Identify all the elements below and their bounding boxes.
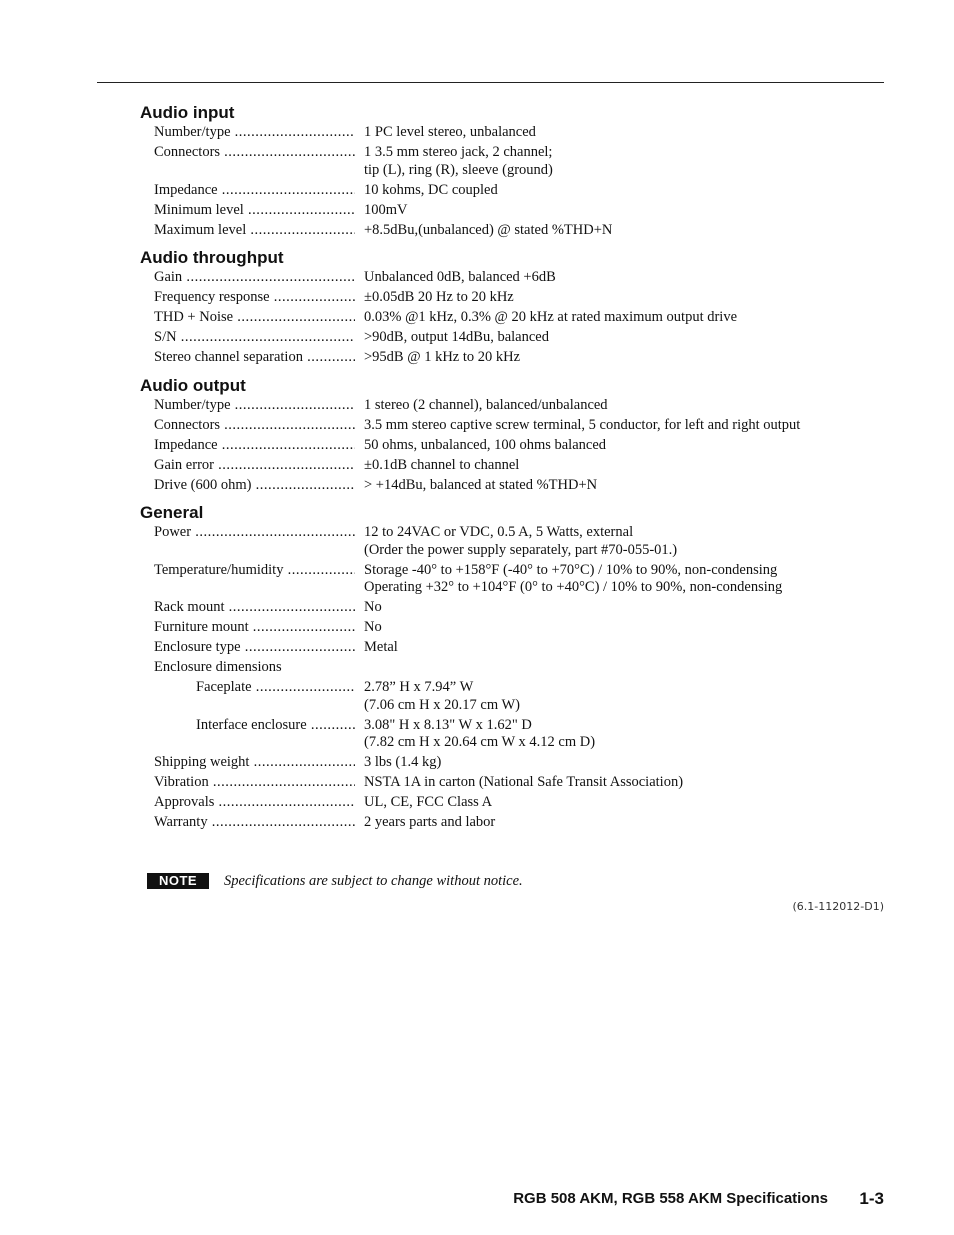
spec-value [364, 289, 860, 307]
spec-label [154, 309, 355, 327]
spec-value-line: Metal [364, 639, 398, 655]
spec-label [154, 437, 355, 455]
spec-label-text: Number/type [154, 396, 231, 413]
spec-label [154, 619, 355, 637]
section-title: Audio throughput [140, 248, 284, 267]
spec-value-line: Operating +32° to +104°F (0° to +40°C) / 10% to 90%, non-condensing [364, 579, 783, 595]
spec-value-line: Storage -40° to +158°F (-40° to +70°C) / 10% to 90%, non-condensing [364, 561, 778, 578]
spec-label [154, 124, 355, 142]
spec-value-line: 3 lbs (1.4 kg) [364, 754, 442, 770]
spec-label [154, 202, 355, 220]
spec-row [140, 659, 860, 677]
spec-label-text: Vibration [154, 774, 209, 790]
spec-row [140, 814, 860, 832]
spec-value-line: > +14dBu, balanced at stated %THD+N [364, 476, 598, 493]
spec-row [140, 437, 860, 455]
spec-label-text: Connectors [154, 144, 221, 160]
spec-row [140, 349, 860, 367]
spec-value-line: 1 PC level stereo, unbalanced [364, 124, 536, 140]
spec-label-text: Frequency response [154, 289, 270, 305]
spec-label [154, 794, 355, 812]
spec-value-line: >90dB, output 14dBu, balanced [364, 329, 549, 345]
spec-row [140, 774, 860, 792]
spec-label [154, 814, 355, 832]
spec-value [364, 269, 860, 287]
spec-value [364, 794, 860, 812]
note-badge: NOTE [147, 873, 209, 889]
spec-label [154, 774, 355, 792]
spec-value-line: 2.78” H x 7.94” W [364, 679, 474, 695]
spec-row [140, 457, 860, 475]
spec-value-line: 10 kohms, DC coupled [364, 181, 498, 198]
spec-row [140, 639, 860, 657]
spec-label-text: Impedance [154, 436, 218, 453]
spec-section [140, 102, 860, 239]
spec-value-line: (7.06 cm H x 20.17 cm W) [364, 696, 520, 713]
spec-label-text: THD + Noise [154, 309, 234, 325]
spec-value [364, 679, 860, 714]
spec-value-line: No [364, 599, 382, 615]
spec-label-text: Enclosure type [154, 639, 241, 655]
document-code: (6.1-112012-D1) [792, 900, 884, 913]
spec-label [154, 457, 355, 475]
spec-label [154, 417, 355, 435]
spec-value-line: +8.5dBu,(unbalanced) @ stated %THD+N [364, 221, 613, 238]
spec-value [364, 524, 860, 559]
spec-value [364, 619, 860, 637]
note-text: Specifications are subject to change without notice. [224, 873, 523, 889]
spec-value [364, 349, 860, 367]
spec-value [364, 417, 860, 435]
spec-value [364, 562, 860, 597]
spec-label [154, 659, 355, 677]
spec-value [364, 182, 860, 200]
spec-value-line: 3.08" H x 8.13" W x 1.62" D [364, 716, 532, 733]
spec-label [154, 289, 355, 307]
spec-row [140, 679, 860, 714]
spec-value [364, 477, 860, 495]
spec-row [140, 289, 860, 307]
spec-label [154, 329, 355, 347]
spec-label [196, 679, 355, 697]
spec-row [140, 417, 860, 435]
spec-value [364, 397, 860, 415]
spec-value-line: 3.5 mm stereo captive screw terminal, 5 conductor, for left and right output [364, 416, 801, 433]
spec-label [196, 717, 355, 735]
spec-label-text: Drive (600 ohm) [154, 476, 252, 493]
section-title: Audio input [140, 103, 235, 122]
specifications-content [140, 102, 860, 840]
spec-label-text: Interface enclosure [196, 716, 307, 733]
spec-label-text: Stereo channel separation [154, 349, 303, 365]
spec-label-text: Faceplate [196, 679, 252, 695]
spec-value-line: UL, CE, FCC Class A [364, 794, 493, 810]
spec-value [364, 457, 860, 475]
spec-label-text: Approvals [154, 794, 215, 810]
spec-value [364, 144, 860, 179]
spec-row [140, 202, 860, 220]
spec-label [154, 754, 355, 772]
spec-value [364, 814, 860, 832]
spec-row [140, 717, 860, 752]
page-number: 1-3 [859, 1189, 884, 1208]
spec-value [364, 639, 860, 657]
spec-label [154, 477, 355, 495]
spec-value-line: (Order the power supply separately, part #70-055-01.) [364, 541, 678, 558]
spec-value-line: 2 years parts and labor [364, 814, 496, 830]
spec-label-text: Minimum level [154, 201, 244, 218]
spec-label [154, 397, 355, 415]
spec-value-line: 12 to 24VAC or VDC, 0.5 A, 5 Watts, external [364, 524, 634, 540]
spec-value [364, 437, 860, 455]
spec-label-text: Number/type [154, 124, 231, 140]
spec-value [364, 717, 860, 752]
spec-label-text: Gain [154, 269, 183, 285]
spec-value [364, 124, 860, 142]
spec-label-text: Power [154, 524, 192, 540]
spec-label-text: Maximum level [154, 221, 247, 238]
spec-label-text: Shipping weight [154, 754, 250, 770]
spec-row [140, 477, 860, 495]
spec-label-text: S/N [154, 329, 177, 345]
spec-row [140, 524, 860, 559]
footer-title: RGB 508 AKM, RGB 558 AKM Specifications [513, 1190, 828, 1207]
spec-value [364, 202, 860, 220]
spec-value [364, 309, 860, 327]
spec-value-line: 50 ohms, unbalanced, 100 ohms balanced [364, 436, 607, 453]
spec-label-text: Furniture mount [154, 619, 249, 635]
spec-row [140, 182, 860, 200]
spec-label-text: Warranty [154, 814, 208, 830]
spec-value-line: No [364, 619, 382, 635]
spec-value-line: tip (L), ring (R), sleeve (ground) [364, 161, 553, 178]
spec-label-text: Enclosure dimensions [154, 659, 282, 675]
spec-row [140, 599, 860, 617]
spec-value-line: ±0.05dB 20 Hz to 20 kHz [364, 289, 514, 305]
spec-section [140, 375, 860, 495]
spec-row [140, 309, 860, 327]
spec-value [364, 329, 860, 347]
spec-value [364, 774, 860, 792]
spec-value-line: ±0.1dB channel to channel [364, 456, 520, 473]
spec-value [364, 222, 860, 240]
spec-row [140, 754, 860, 772]
spec-label [154, 562, 355, 580]
spec-label [154, 349, 355, 367]
spec-label [154, 269, 355, 287]
spec-value-line: >95dB @ 1 kHz to 20 kHz [364, 349, 521, 365]
spec-row [140, 269, 860, 287]
spec-label [154, 222, 355, 240]
spec-row [140, 124, 860, 142]
spec-value [364, 659, 860, 677]
section-title: Audio output [140, 375, 246, 395]
spec-row [140, 794, 860, 812]
spec-row [140, 329, 860, 347]
section-title: General [140, 503, 204, 522]
spec-value-line: 1 3.5 mm stereo jack, 2 channel; [364, 144, 553, 160]
spec-row [140, 397, 860, 415]
spec-value-line: 100mV [364, 201, 408, 218]
spec-section [140, 247, 860, 367]
spec-label-text: Connectors [154, 416, 221, 433]
spec-value [364, 754, 860, 772]
header-rule [97, 82, 884, 83]
spec-label [154, 599, 355, 617]
spec-value-line: 1 stereo (2 channel), balanced/unbalanced [364, 396, 608, 413]
spec-label [154, 182, 355, 200]
spec-row [140, 562, 860, 597]
spec-label [154, 524, 355, 542]
spec-section [140, 502, 860, 832]
spec-label-text: Gain error [154, 456, 214, 473]
spec-label-text: Temperature/humidity [154, 561, 284, 578]
spec-value-line: 0.03% @1 kHz, 0.3% @ 20 kHz at rated maximum output drive [364, 309, 738, 325]
spec-label-text: Impedance [154, 181, 218, 198]
spec-label [154, 144, 355, 162]
spec-row [140, 619, 860, 637]
spec-value-line: NSTA 1A in carton (National Safe Transit Association) [364, 774, 684, 790]
spec-value-line: (7.82 cm H x 20.64 cm W x 4.12 cm D) [364, 734, 596, 750]
spec-value-line: Unbalanced 0dB, balanced +6dB [364, 269, 556, 285]
spec-label [154, 639, 355, 657]
spec-value [364, 599, 860, 617]
spec-row [140, 222, 860, 240]
spec-row [140, 144, 860, 179]
spec-label-text: Rack mount [154, 599, 225, 615]
